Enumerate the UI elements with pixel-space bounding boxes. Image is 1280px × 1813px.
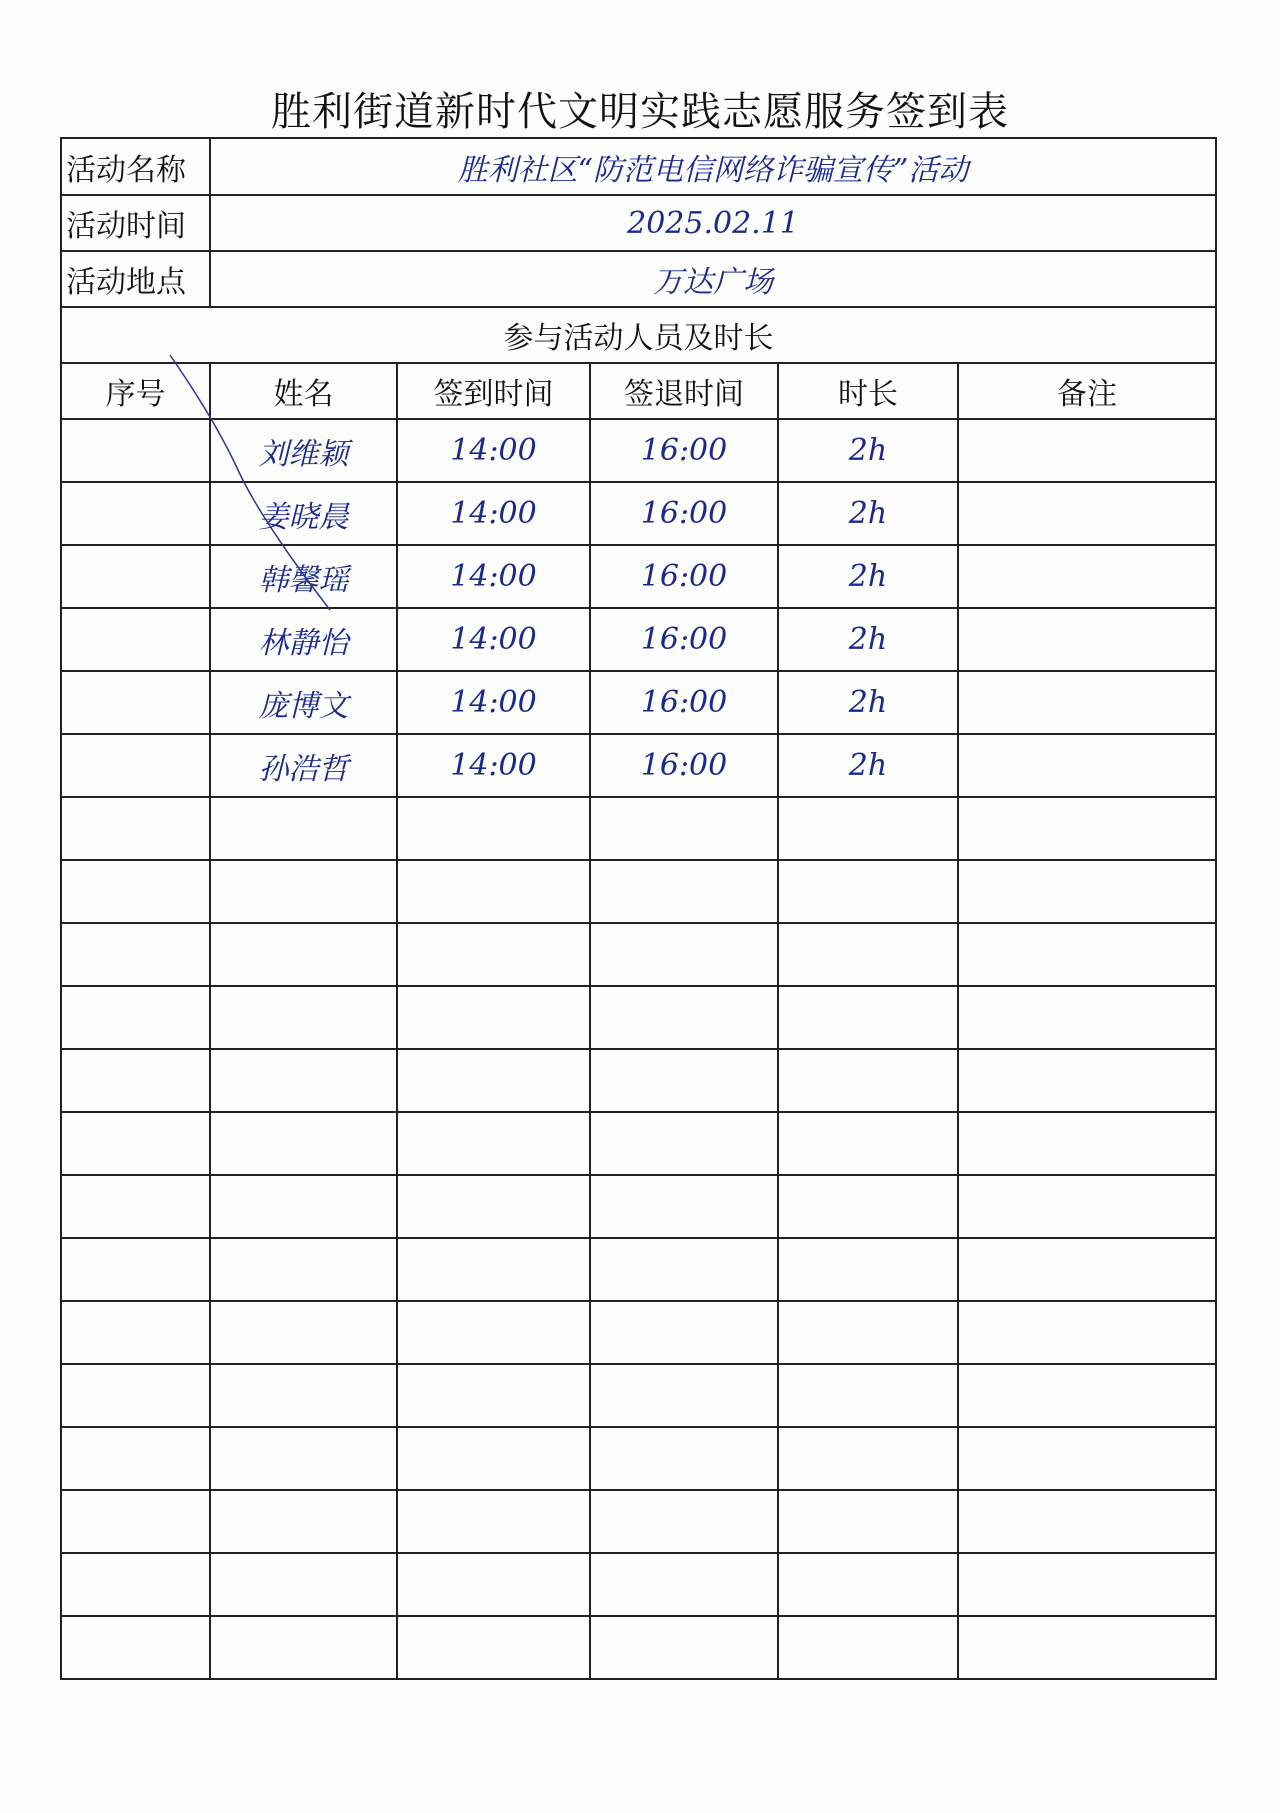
empty-cell: [397, 986, 590, 1049]
empty-cell: [210, 986, 397, 1049]
row-duration: 2h: [778, 734, 958, 797]
empty-table-row: [61, 1238, 1216, 1301]
table-row: [61, 545, 1216, 608]
form-title: 胜利街道新时代文明实践志愿服务签到表: [271, 89, 1009, 135]
empty-cell: [397, 797, 590, 860]
row-sign-out: 16:00: [590, 419, 778, 482]
row-sign-in: 14:00: [397, 482, 590, 545]
row-sign-out: 16:00: [590, 482, 778, 545]
empty-cell: [61, 1049, 210, 1112]
empty-table-row: [61, 1490, 1216, 1553]
empty-cell: [61, 1553, 210, 1616]
empty-cell: [590, 1553, 778, 1616]
row-note: [958, 545, 1216, 608]
empty-cell: [958, 1238, 1216, 1301]
row-name: 韩馨瑶: [210, 545, 397, 608]
empty-cell: [778, 1427, 958, 1490]
info-row-activity-time: [61, 195, 1216, 251]
activity-location-label: 活动地点: [61, 251, 210, 307]
empty-cell: [210, 1490, 397, 1553]
empty-cell: [210, 1616, 397, 1679]
activity-name-label: 活动名称: [61, 138, 210, 195]
empty-cell: [778, 1049, 958, 1112]
row-no: [61, 482, 210, 545]
empty-cell: [397, 1301, 590, 1364]
empty-cell: [61, 1301, 210, 1364]
row-sign-in: 14:00: [397, 545, 590, 608]
empty-cell: [397, 923, 590, 986]
row-name: 姜晓晨: [210, 482, 397, 545]
empty-cell: [958, 1364, 1216, 1427]
empty-cell: [590, 986, 778, 1049]
col-header-sign-in: 签到时间: [397, 363, 590, 419]
empty-cell: [958, 860, 1216, 923]
empty-cell: [210, 1364, 397, 1427]
row-sign-out: 16:00: [590, 545, 778, 608]
activity-time-label: 活动时间: [61, 195, 210, 251]
info-row-activity-location: [61, 251, 1216, 307]
empty-cell: [958, 1175, 1216, 1238]
row-name: 庞博文: [210, 671, 397, 734]
empty-cell: [210, 1427, 397, 1490]
empty-cell: [778, 1364, 958, 1427]
empty-cell: [397, 1553, 590, 1616]
row-sign-in: 14:00: [397, 419, 590, 482]
row-note: [958, 671, 1216, 734]
empty-cell: [61, 797, 210, 860]
empty-cell: [61, 1112, 210, 1175]
row-duration: 2h: [778, 545, 958, 608]
empty-table-row: [61, 1175, 1216, 1238]
empty-cell: [778, 1301, 958, 1364]
empty-cell: [210, 1301, 397, 1364]
row-sign-out: 16:00: [590, 734, 778, 797]
empty-table-row: [61, 1616, 1216, 1679]
empty-cell: [397, 1616, 590, 1679]
col-header-duration: 时长: [778, 363, 958, 419]
empty-cell: [778, 1490, 958, 1553]
empty-cell: [778, 923, 958, 986]
empty-cell: [778, 986, 958, 1049]
empty-cell: [61, 1175, 210, 1238]
table-row: [61, 419, 1216, 482]
empty-cell: [590, 1175, 778, 1238]
empty-cell: [778, 860, 958, 923]
empty-cell: [778, 1553, 958, 1616]
empty-cell: [958, 1049, 1216, 1112]
table-row: [61, 482, 1216, 545]
row-no: [61, 545, 210, 608]
empty-cell: [958, 1553, 1216, 1616]
empty-table-row: [61, 1553, 1216, 1616]
empty-cell: [590, 1616, 778, 1679]
table-row: [61, 608, 1216, 671]
empty-cell: [590, 1238, 778, 1301]
empty-cell: [778, 1616, 958, 1679]
col-header-sign-out: 签退时间: [590, 363, 778, 419]
empty-cell: [210, 1049, 397, 1112]
empty-cell: [590, 1490, 778, 1553]
empty-cell: [590, 1049, 778, 1112]
sign-in-table: [60, 137, 1217, 1680]
empty-table-row: [61, 860, 1216, 923]
empty-cell: [61, 923, 210, 986]
row-sign-in: 14:00: [397, 671, 590, 734]
empty-table-row: [61, 986, 1216, 1049]
empty-cell: [61, 986, 210, 1049]
empty-cell: [210, 860, 397, 923]
empty-cell: [590, 1364, 778, 1427]
empty-cell: [61, 1238, 210, 1301]
empty-table-row: [61, 923, 1216, 986]
row-sign-out: 16:00: [590, 671, 778, 734]
empty-cell: [61, 1427, 210, 1490]
empty-cell: [958, 1490, 1216, 1553]
empty-cell: [778, 1175, 958, 1238]
activity-location-value: 万达广场: [210, 251, 1216, 307]
empty-cell: [210, 923, 397, 986]
row-duration: 2h: [778, 671, 958, 734]
col-header-note: 备注: [958, 363, 1216, 419]
col-header-no: 序号: [61, 363, 210, 419]
row-duration: 2h: [778, 419, 958, 482]
empty-cell: [61, 1616, 210, 1679]
empty-cell: [778, 1238, 958, 1301]
row-sign-out: 16:00: [590, 608, 778, 671]
empty-table-row: [61, 797, 1216, 860]
row-note: [958, 482, 1216, 545]
empty-cell: [61, 1490, 210, 1553]
row-duration: 2h: [778, 482, 958, 545]
table-row: [61, 734, 1216, 797]
row-no: [61, 608, 210, 671]
empty-cell: [958, 1427, 1216, 1490]
empty-cell: [958, 1112, 1216, 1175]
empty-cell: [590, 797, 778, 860]
row-name: 孙浩哲: [210, 734, 397, 797]
row-note: [958, 734, 1216, 797]
empty-table-row: [61, 1427, 1216, 1490]
empty-cell: [958, 797, 1216, 860]
empty-table-row: [61, 1049, 1216, 1112]
empty-cell: [778, 797, 958, 860]
row-sign-in: 14:00: [397, 608, 590, 671]
empty-table-row: [61, 1301, 1216, 1364]
empty-cell: [590, 923, 778, 986]
empty-cell: [590, 860, 778, 923]
empty-cell: [61, 860, 210, 923]
empty-cell: [590, 1112, 778, 1175]
row-duration: 2h: [778, 608, 958, 671]
section-title: 参与活动人员及时长: [61, 307, 1216, 363]
empty-cell: [61, 1364, 210, 1427]
row-sign-in: 14:00: [397, 734, 590, 797]
empty-table-row: [61, 1112, 1216, 1175]
row-no: [61, 734, 210, 797]
col-header-name: 姓名: [210, 363, 397, 419]
row-no: [61, 671, 210, 734]
activity-name-value: 胜利社区“防范电信网络诈骗宣传”活动: [210, 138, 1216, 195]
empty-cell: [397, 860, 590, 923]
row-no: [61, 419, 210, 482]
empty-cell: [397, 1049, 590, 1112]
empty-cell: [210, 1238, 397, 1301]
empty-cell: [958, 986, 1216, 1049]
empty-cell: [590, 1301, 778, 1364]
empty-cell: [210, 1112, 397, 1175]
info-row-activity-name: [61, 138, 1216, 195]
empty-cell: [778, 1112, 958, 1175]
empty-cell: [397, 1364, 590, 1427]
section-header-row: [61, 307, 1216, 363]
empty-cell: [958, 923, 1216, 986]
row-name: 林静怡: [210, 608, 397, 671]
row-name: 刘维颖: [210, 419, 397, 482]
empty-table-row: [61, 1364, 1216, 1427]
empty-cell: [397, 1427, 590, 1490]
empty-cell: [210, 1553, 397, 1616]
empty-cell: [590, 1427, 778, 1490]
empty-cell: [210, 797, 397, 860]
empty-cell: [397, 1490, 590, 1553]
empty-cell: [210, 1175, 397, 1238]
activity-time-value: 2025.02.11: [210, 195, 1216, 251]
row-note: [958, 419, 1216, 482]
empty-cell: [958, 1301, 1216, 1364]
empty-cell: [397, 1112, 590, 1175]
empty-cell: [397, 1175, 590, 1238]
empty-cell: [958, 1616, 1216, 1679]
table-row: [61, 671, 1216, 734]
row-note: [958, 608, 1216, 671]
empty-cell: [397, 1238, 590, 1301]
column-header-row: [61, 363, 1216, 419]
